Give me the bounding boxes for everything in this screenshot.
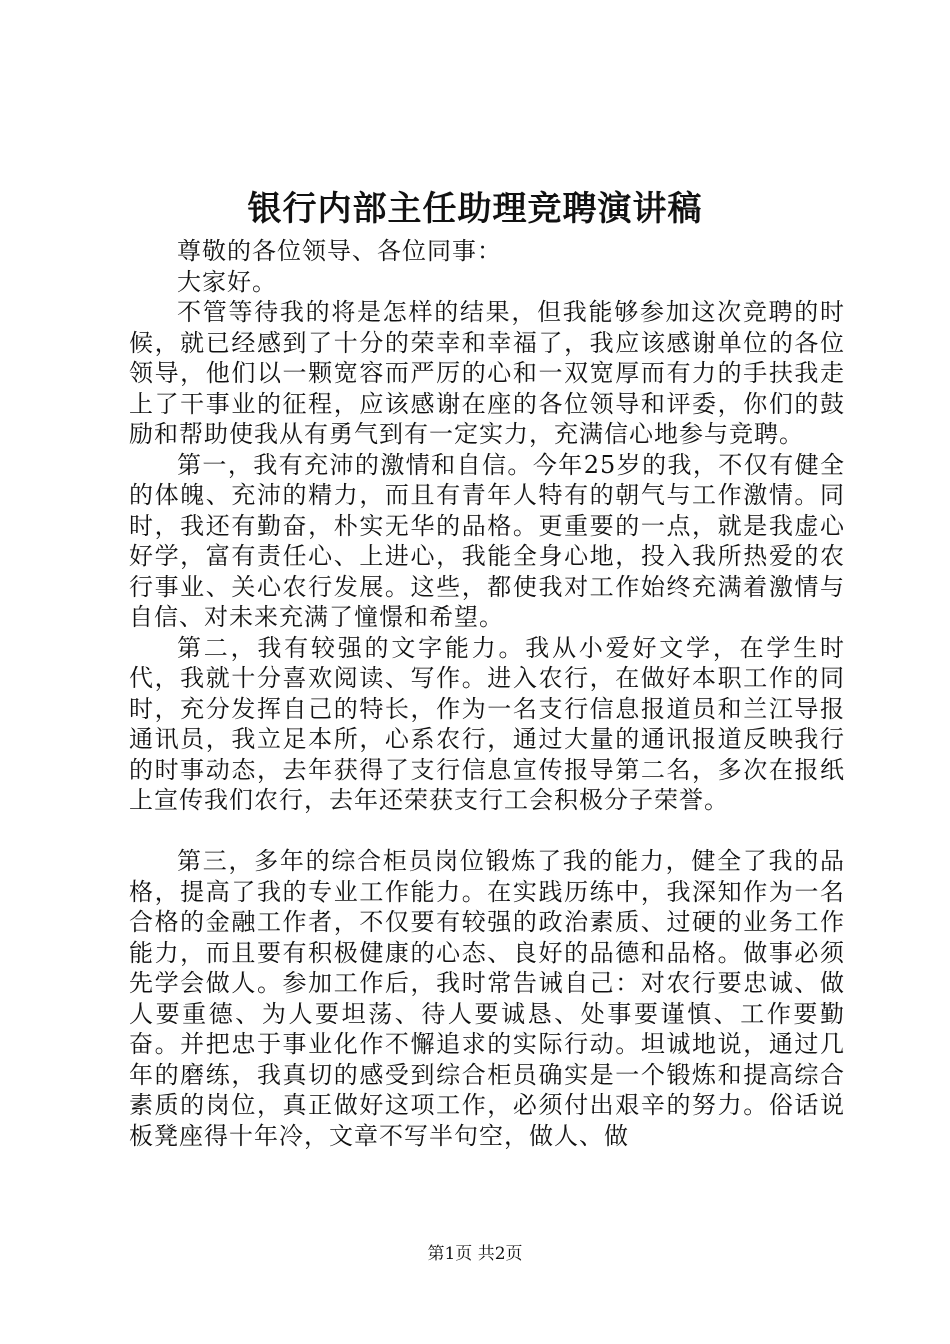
page-footer: 第1页 共2页 — [427, 1244, 523, 1264]
paragraph-third-point: 第三，多年的综合柜员岗位锻炼了我的能力，健全了我的品格，提高了我的专业工作能力。在实践历练中，我深知作为一名合格的金融工作者，不仅要有较强的政治素质、过硬的业务工作能力，而且要有积极健康的心态、良好的品德和品格。做事必须先学会做人。参加工作后，我时常告诫自己：对农行要忠诚、做人要重德、为人要坦荡、待人要诚恳、处事要谨慎、工作要勤奋。并把忠于事业化作不懈追求的实际行动。坦诚地说，通过几年的磨练，我真切的感受到综合柜员确实是一个锻炼和提高综合素质的岗位，真正做好这项工作，必须付出艰辛的努力。俗话说板凳座得十年冷，文章不写半句空，做人、做 — [129, 847, 845, 1150]
paragraph-intro: 不管等待我的将是怎样的结果，但我能够参加这次竞聘的时候，就已经感到了十分的荣幸和幸福了，我应该感谢单位的各位领导，他们以一颗宽容而严厉的心和一双宽厚而有力的手扶我走上了干事业的征程，应该感谢在座的各位领导和评委，你们的鼓励和帮助使我从有勇气到有一定实力，充满信心地参与竞聘。 — [129, 298, 845, 448]
document-title: 银行内部主任助理竞聘演讲稿 — [247, 189, 703, 229]
paragraph-gap — [129, 816, 845, 847]
document-body — [129, 236, 845, 1151]
paragraph-second-point: 第二，我有较强的文字能力。我从小爱好文学，在学生时代，我就十分喜欢阅读、写作。进入农行，在做好本职工作的同时，充分发挥自己的特长，作为一名支行信息报道员和兰江导报通讯员，我立足本所，心系农行，通过大量的通讯报道反映我行的时事动态，去年获得了支行信息宣传报导第二名，多次在报纸上宣传我们农行，去年还荣获支行工会积极分子荣誉。 — [129, 633, 845, 814]
greeting: 大家好。 — [177, 267, 277, 296]
paragraph-first-point: 第一，我有充沛的激情和自信。今年25岁的我，不仅有健全的体魄、充沛的精力，而且有青年人特有的朝气与工作激情。同时，我还有勤奋，朴实无华的品格。更重要的一点，就是我虚心好学，富有责任心、上进心，我能全身心地，投入我所热爱的农行事业、关心农行发展。这些，都使我对工作始终充满着激情与自信、对未来充满了憧憬和希望。 — [129, 450, 845, 631]
salutation: 尊敬的各位领导、各位同事： — [177, 237, 502, 265]
